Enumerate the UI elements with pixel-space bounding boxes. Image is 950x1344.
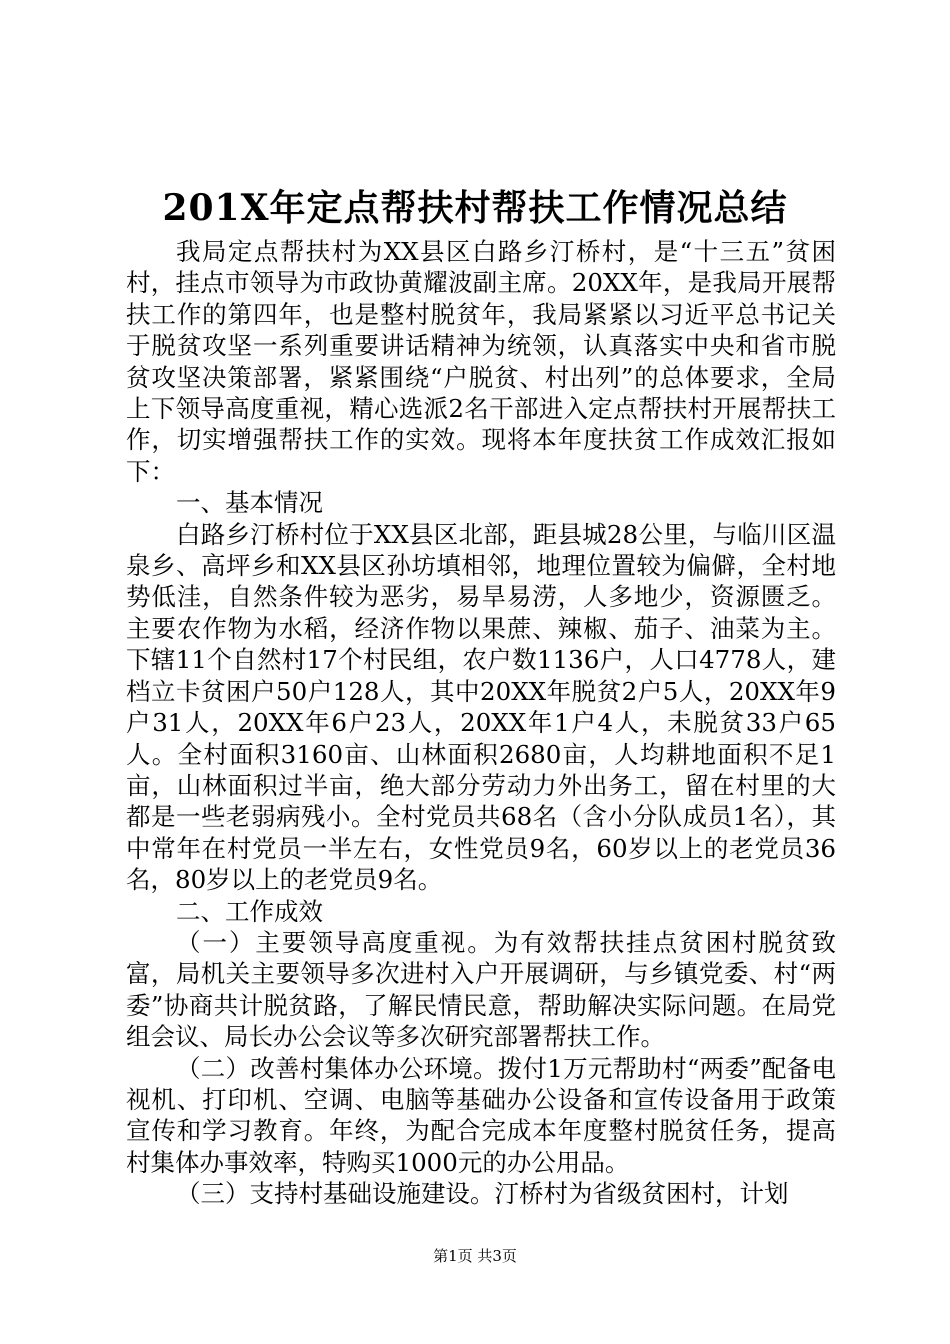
paragraph-achievement-3: （三）支持村基础设施建设。汀桥村为省级贫困村，计划: [176, 1179, 789, 1209]
document-body: [126, 236, 836, 1210]
section-heading-achievements: 二、工作成效: [176, 896, 323, 926]
paragraph-achievement-2: （二）改善村集体办公环境。拨付1万元帮助村“两委”配备电视机、打印机、空调、电脑等基础办公设备和宣传设备用于政策宣传和学习教育。年终，为配合完成本年度整村脱贫任务，提高村集体办事效率，特购买1000元的办公用品。: [126, 1053, 836, 1177]
section-heading-basic-info: 一、基本情况: [176, 488, 323, 518]
paragraph-achievement-1: （一）主要领导高度重视。为有效帮扶挂点贫困村脱贫致富，局机关主要领导多次进村入户开展调研，与乡镇党委、村“两委”协商共计脱贫路，了解民情民意，帮助解决实际问题。在局党组会议、局长办公会议等多次研究部署帮扶工作。: [126, 927, 836, 1052]
page-number-footer: 第1页 共3页: [433, 1247, 517, 1265]
paragraph-basic-info: 白路乡汀桥村位于XX县区北部，距县城28公里，与临川区温泉乡、高坪乡和XX县区孙坊填相邻，地理位置较为偏僻，全村地势低洼，自然条件较为恶劣，易旱易涝，人多地少，资源匮乏。主要农作物为水稻，经济作物以果蔗、辣椒、茄子、油菜为主。下辖11个自然村17个村民组，农户数1136户，人口4778人，建档立卡贫困户50户128人，其中20XX年脱贫2户5人，20XX年9户31人，20XX年6户23人，20XX年1户4人，未脱贫33户65人。全村面积3160亩、山林面积2680亩，人均耕地面积不足1亩，山林面积过半亩，绝大部分劳动力外出务工，留在村里的大都是一些老弱病残小。全村党员共68名（含小分队成员1名），其中常年在村党员一半左右，女性党员9名，60岁以上的老党员36名，80岁以上的老党员9名。: [126, 519, 836, 895]
document-title: 201X年定点帮扶村帮扶工作情况总结: [162, 187, 788, 229]
paragraph-intro: 我局定点帮扶村为XX县区白路乡汀桥村，是“十三五”贫困村，挂点市领导为市政协黄耀波副主席。20XX年，是我局开展帮扶工作的第四年，也是整村脱贫年，我局紧紧以习近平总书记关于脱贫攻坚一系列重要讲话精神为统领，认真落实中央和省市脱贫攻坚决策部署，紧紧围绕“户脱贫、村出列”的总体要求，全局上下领导高度重视，精心选派2名干部进入定点帮扶村开展帮扶工作，切实增强帮扶工作的实效。现将本年度扶贫工作成效汇报如下：: [126, 237, 836, 486]
